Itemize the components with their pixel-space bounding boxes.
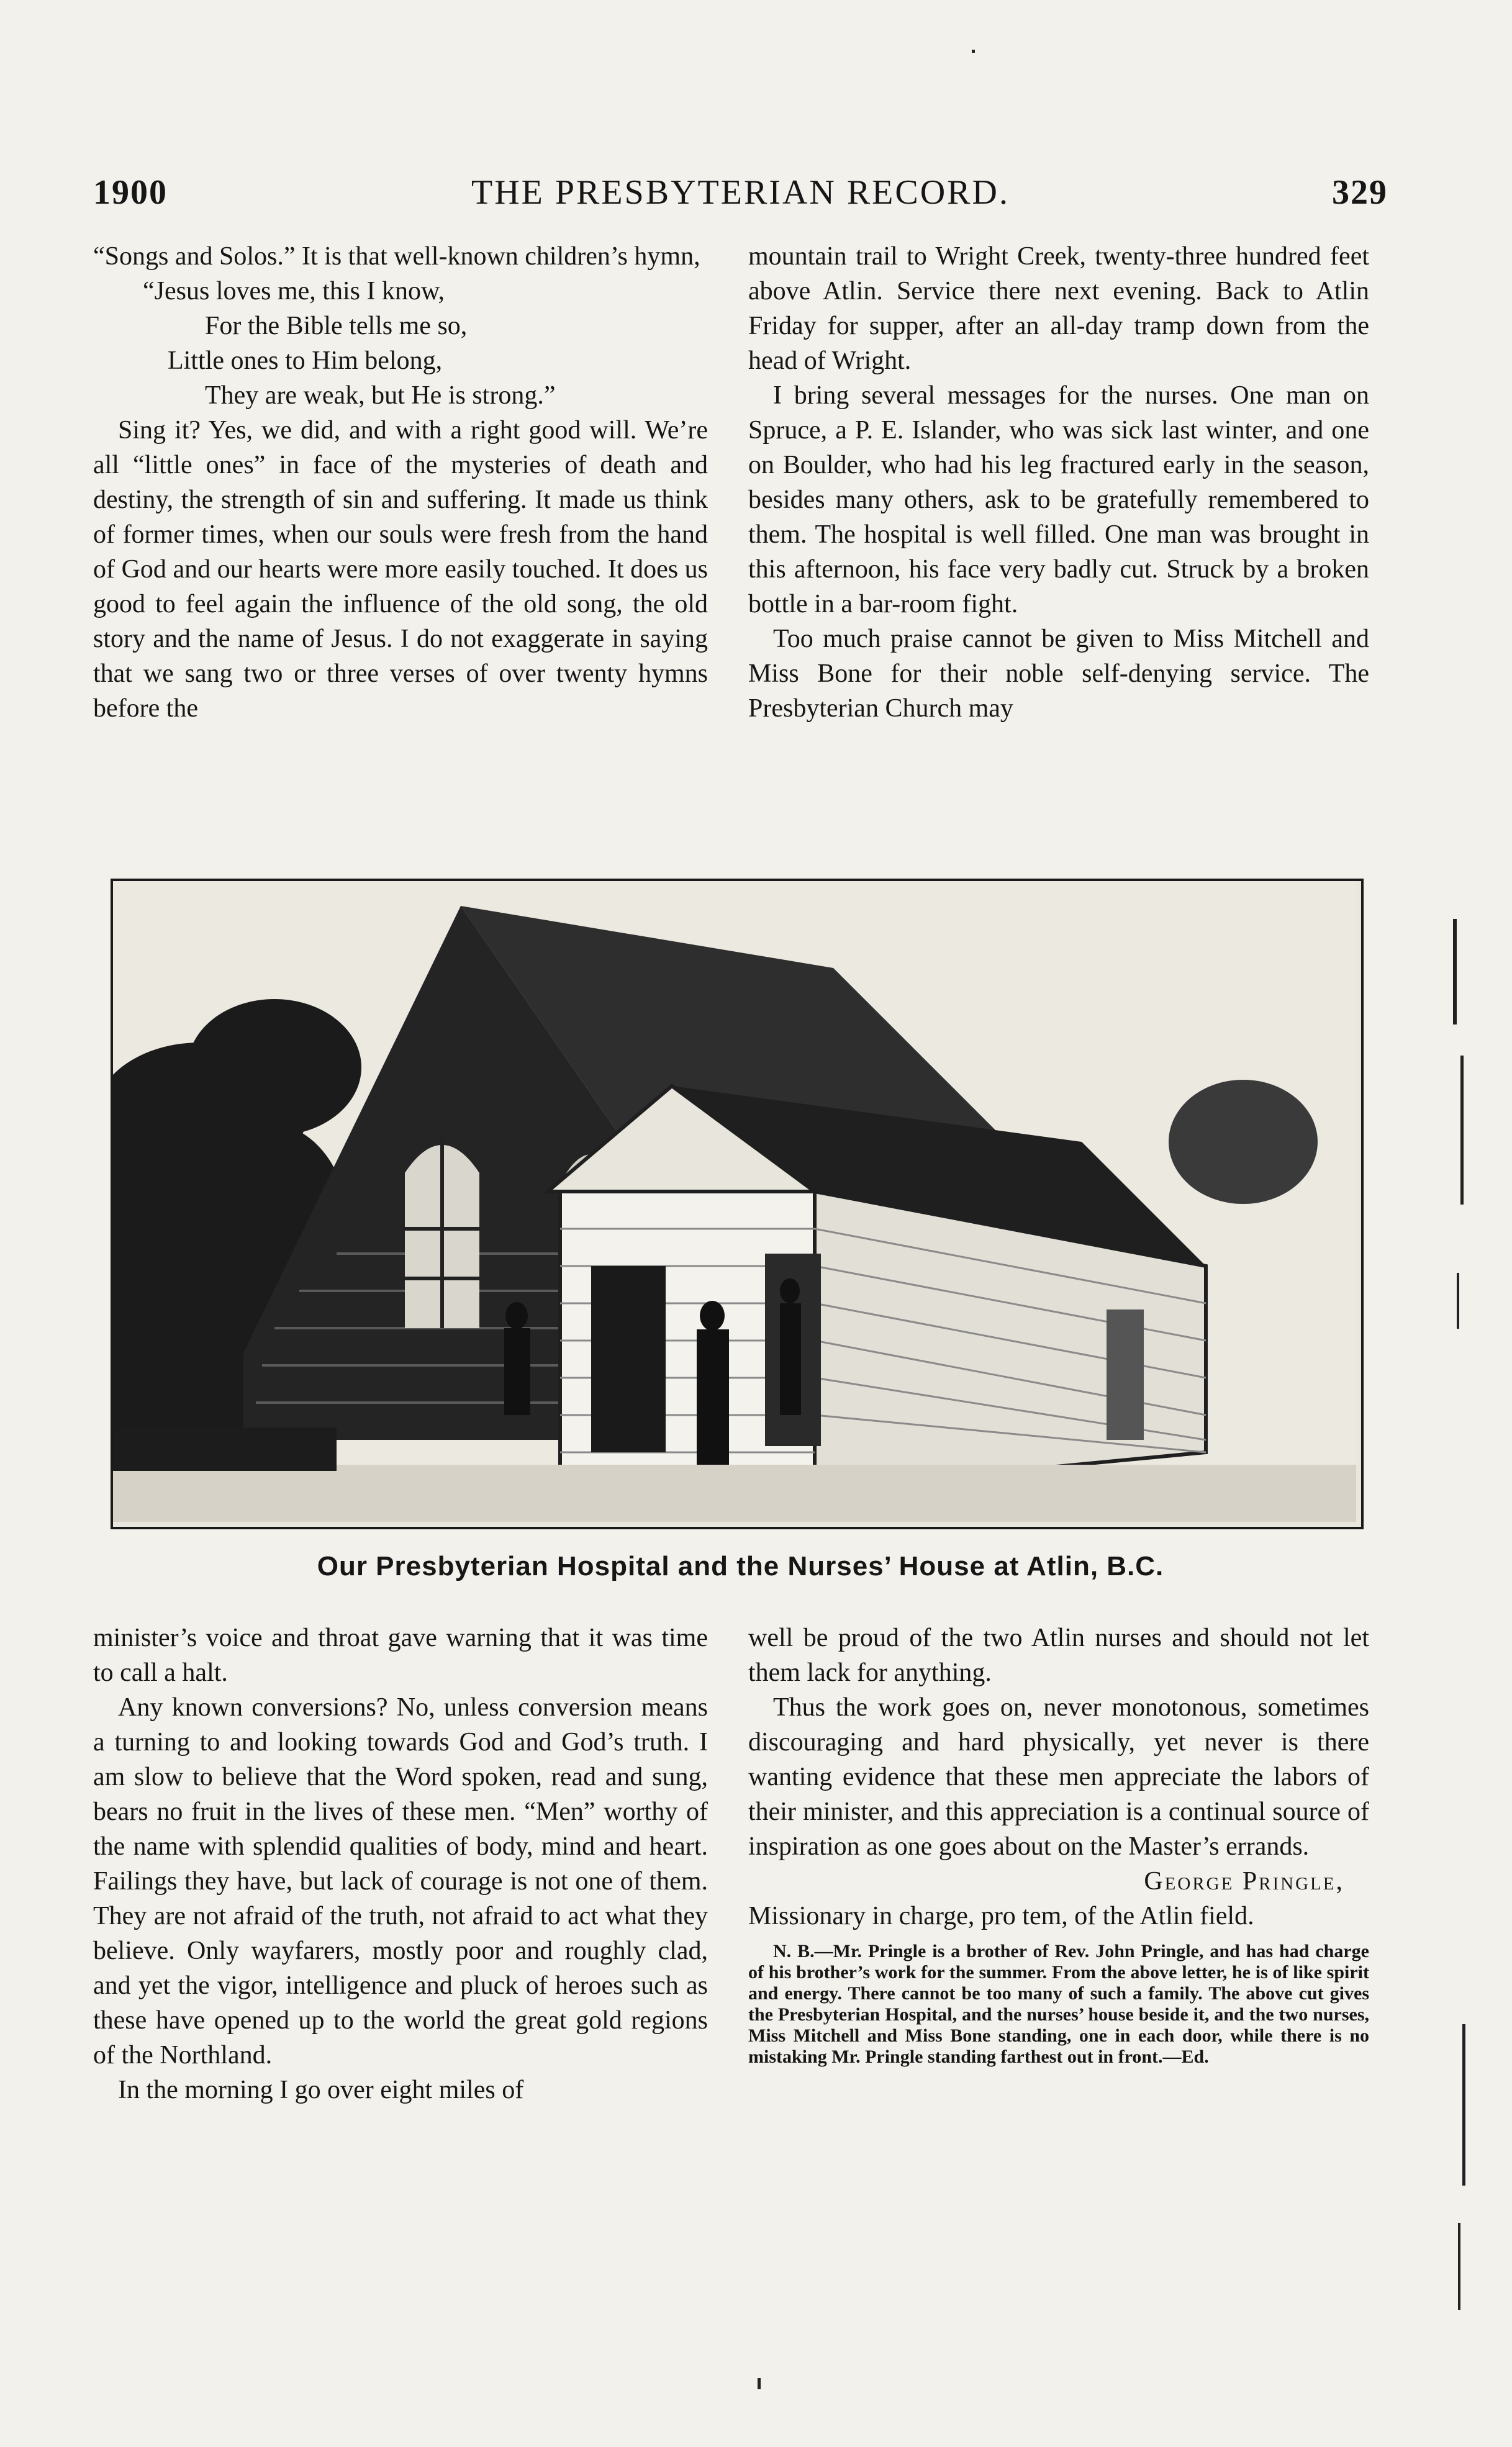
photo-caption: Our Presbyterian Hospital and the Nurses’ House at Atlin, B.C. [317, 1551, 1164, 1581]
body-paragraph: mountain trail to Wright Creek, twenty-three hundred feet above Atlin. Service there next evening. Back to Atlin Friday for supper, after an all-day tramp down from the head of Wright. [748, 242, 1369, 375]
body-paragraph: In the morning I go over eight miles of [118, 2076, 524, 2104]
body-paragraph: Sing it? Yes, we did, and with a right good will. We’re all “little ones” in face of the mysteries of death and destiny, the strength of sin and suffering. It made us think of former times, when our souls were fresh from the hand of God and our hearts were more easily touched. It does us good to feel again the influence of the old song, the old story and the name of Jesus. I do not exaggerate in saying that we sang two or three verses of over twenty hymns before the [93, 416, 708, 723]
scan-speck [972, 50, 975, 53]
header-year: 1900 [93, 173, 168, 212]
hymn-verse [93, 274, 708, 413]
body-paragraph: Too much praise cannot be given to Miss Mitchell and Miss Bone for their noble self-denying service. The Presbyterian Church may [748, 625, 1369, 723]
scan-speck [758, 2378, 761, 2389]
page-number: 329 [1332, 173, 1388, 212]
hymn-line: “Jesus loves me, this I know, [143, 277, 445, 305]
column-bottom-left [93, 1621, 708, 2107]
intro-paragraph: “Songs and Solos.” It is that well-known children’s hymn, [93, 242, 700, 271]
scan-speck [1457, 1273, 1459, 1329]
body-paragraph: well be proud of the two Atlin nurses and should not let them lack for anything. [748, 1624, 1369, 1687]
hospital-photo [111, 879, 1364, 1529]
body-paragraph: Thus the work goes on, never monotonous, sometimes discouraging and hard physically, yet never is there wanting evidence that these men appreciate the labors of their minister, and this appreciation is a continual source of inspiration as one goes about on the Master’s errands. [748, 1693, 1369, 1861]
editor-note: N. B.—Mr. Pringle is a brother of Rev. John Pringle, and has had charge of his brother’s work for the summer. From the above letter, he is of like spirit and energy. There cannot be too many of such a family. The above cut gives the Presbyterian Hospital, and the nurses’ house beside it, and the two nurses, Miss Mitchell and Miss Bone standing, one in each door, while there is no mistaking Mr. Pringle standing farthest out in front.—Ed. [748, 1941, 1369, 2067]
column-top-left [93, 239, 708, 726]
signature-name: George Pringle, [1144, 1867, 1344, 1896]
scan-speck [1462, 2024, 1465, 2186]
signature-role: Missionary in charge, pro tem, of the Atlin field. [748, 1902, 1254, 1930]
column-bottom-right [748, 1621, 1369, 2068]
column-top-right [748, 239, 1369, 726]
scan-speck [1460, 1056, 1464, 1205]
body-paragraph: I bring several messages for the nurses. One man on Spruce, a P. E. Islander, who was sick last winter, and one on Boulder, who had his leg fractured early in the season, besides many others, ask to be gratefully remembered to them. The hospital is well filled. One man was brought in this afternoon, his face very badly cut. Struck by a broken bottle in a bar-room fight. [748, 381, 1369, 618]
journal-title: THE PRESBYTERIAN RECORD. [471, 173, 1010, 212]
scan-speck [1458, 2223, 1460, 2310]
hymn-line: They are weak, but He is strong.” [205, 381, 556, 410]
body-paragraph: minister’s voice and throat gave warning that it was time to call a halt. [93, 1624, 708, 1687]
scan-speck [1453, 919, 1457, 1024]
body-paragraph: Any known conversions? No, unless conversion means a turning to and looking towards God and God’s truth. I am slow to believe that the Word spoken, read and sung, bears no fruit in the lives of these men. “Men” worthy of the name with splendid qualities of body, mind and heart. Failings they have, but lack of courage is not one of them. They are not afraid of the truth, not afraid to act what they believe. Only wayfarers, mostly poor and roughly clad, and yet the vigor, intelligence and pluck of heroes such as these have opened up to the world the great gold regions of the Northland. [93, 1693, 708, 2069]
hymn-line: For the Bible tells me so, [205, 312, 468, 340]
hymn-line: Little ones to Him belong, [168, 346, 443, 375]
page-header [93, 173, 1388, 216]
